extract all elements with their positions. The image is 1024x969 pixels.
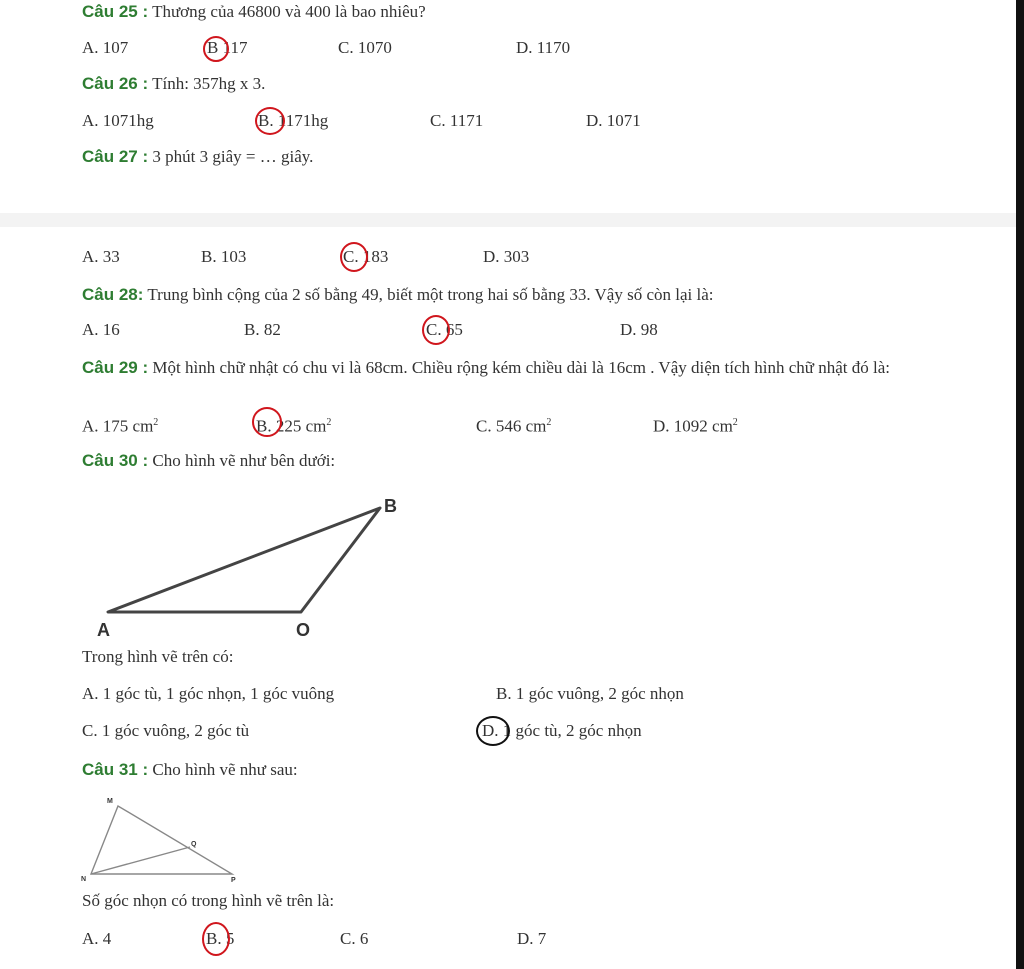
q31-option-c[interactable]: C. 6 — [340, 929, 369, 948]
q25-option-b[interactable]: B 117 — [207, 38, 248, 57]
option-text: B. 225 cm — [256, 416, 327, 436]
option-text: A. 175 cm — [82, 416, 154, 436]
q30-option-b[interactable]: B. 1 góc vuông, 2 góc nhọn — [496, 684, 684, 703]
q28-option-c[interactable]: C. 65 — [426, 320, 463, 339]
question-31 — [82, 760, 298, 780]
q30-option-c[interactable]: C. 1 góc vuông, 2 góc tù — [82, 721, 250, 740]
q28-option-a[interactable]: A. 16 — [82, 320, 120, 339]
q27-option-d[interactable]: D. 303 — [483, 247, 530, 266]
q25-option-c[interactable]: C. 1070 — [338, 38, 392, 57]
question-text: 3 phút 3 giây = … giây. — [148, 147, 314, 166]
question-number: Câu 27 : — [82, 147, 149, 166]
question-number: Câu 31 : — [82, 760, 149, 779]
q31-option-a[interactable]: A. 4 — [82, 929, 112, 948]
question-text: Một hình chữ nhật có chu vi là 68cm. Chiều rộng kém chiều dài là 16cm . Vậy diện tích hình chữ nhật đó là: — [148, 358, 891, 377]
question-number: Câu 30 : — [82, 451, 149, 470]
question-31-prompt: Số góc nhọn có trong hình vẽ trên là: — [82, 891, 335, 910]
question-number: Câu 28: — [82, 285, 144, 304]
question-number: Câu 26 : — [82, 74, 149, 93]
vertex-label-q: Q — [191, 841, 197, 848]
unit-exponent: 2 — [326, 417, 332, 428]
q27-option-a[interactable]: A. 33 — [82, 247, 120, 266]
option-text: C. 546 cm — [476, 416, 547, 436]
q27-option-b[interactable]: B. 103 — [201, 247, 247, 266]
question-text: Cho hình vẽ như bên dưới: — [148, 451, 336, 470]
unit-exponent: 2 — [732, 417, 738, 428]
question-30-prompt: Trong hình vẽ trên có: — [82, 647, 234, 666]
vertex-label-a: A — [97, 620, 110, 640]
vertex-label-p: P — [231, 877, 236, 884]
q28-option-b[interactable]: B. 82 — [244, 320, 281, 339]
vertex-label-b: B — [384, 496, 397, 516]
question-number: Câu 29 : — [82, 358, 149, 377]
vertex-label-n: N — [81, 876, 87, 883]
vertex-label-m: M — [107, 798, 113, 805]
vertex-label-o: O — [296, 620, 311, 640]
q27-option-c[interactable]: C. 183 — [343, 247, 389, 266]
selected-answer-circle — [202, 922, 230, 956]
q28-option-d[interactable]: D. 98 — [620, 320, 658, 339]
triangle-mnp — [91, 806, 232, 874]
unit-exponent: 2 — [153, 417, 159, 428]
q26-option-b[interactable]: B. 1171hg — [258, 111, 329, 130]
segment-nq — [91, 847, 190, 874]
question-text: Tính: 357hg x 3. — [148, 74, 266, 93]
q31-option-b[interactable]: B. 5 — [206, 929, 235, 948]
q25-option-d[interactable]: D. 1170 — [516, 38, 571, 57]
q30-option-d[interactable]: D. 1 góc tù, 2 góc nhọn — [482, 721, 642, 740]
q26-option-c[interactable]: C. 1171 — [430, 111, 484, 130]
q26-option-a[interactable]: A. 1071hg — [82, 111, 154, 130]
question-number: Câu 25 : — [82, 2, 149, 21]
question-text: Cho hình vẽ như sau: — [148, 760, 298, 779]
q31-option-d[interactable]: D. 7 — [517, 929, 547, 948]
question-text: Trung bình cộng của 2 số bằng 49, biết một trong hai số bằng 33. Vậy số còn lại là: — [143, 285, 714, 304]
option-text: D. 1092 cm — [653, 416, 733, 436]
unit-exponent: 2 — [546, 417, 552, 428]
q25-option-a[interactable]: A. 107 — [82, 38, 129, 57]
triangle-aob — [108, 508, 380, 612]
question-text: Thương của 46800 và 400 là bao nhiêu? — [148, 2, 426, 21]
q26-option-d[interactable]: D. 1071 — [586, 111, 641, 130]
selected-answer-circle — [476, 716, 510, 746]
q30-option-a[interactable]: A. 1 góc tù, 1 góc nhọn, 1 góc vuông — [82, 684, 335, 703]
